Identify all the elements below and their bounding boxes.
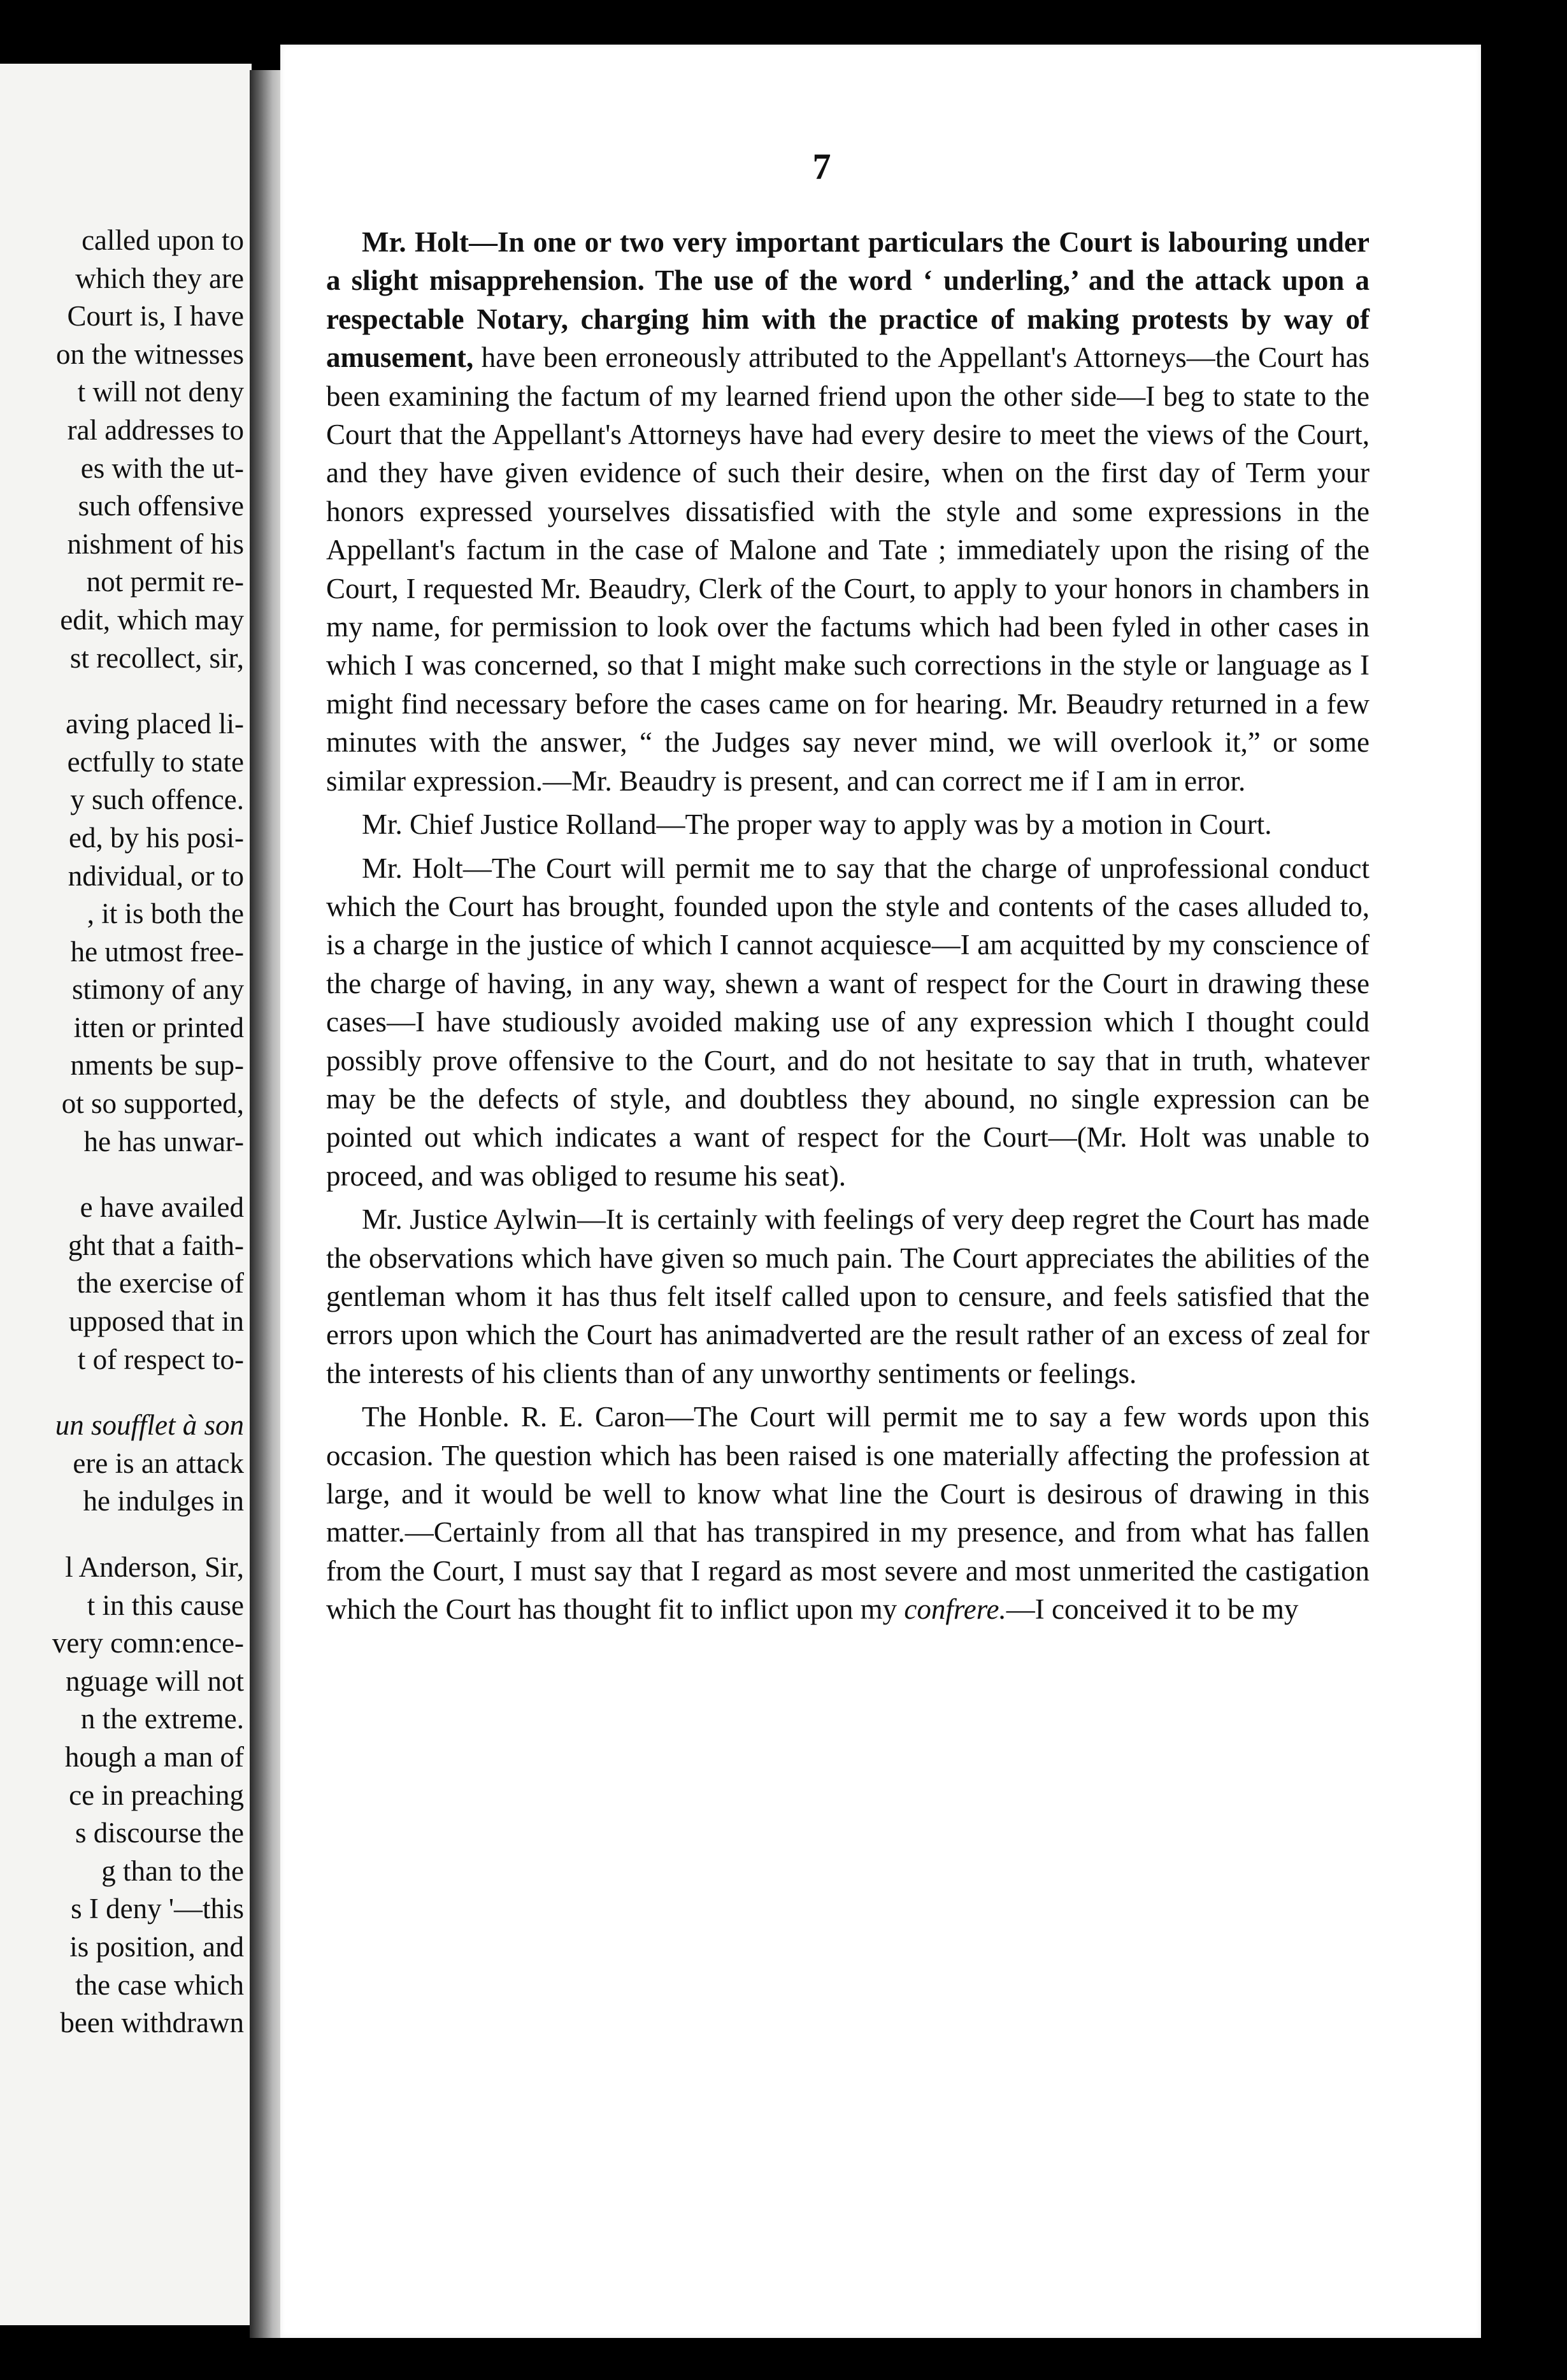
speaker-name: The Honble. R. E. Caron bbox=[362, 1401, 665, 1433]
previous-page-line: , it is both the bbox=[87, 898, 244, 930]
previous-page-line: g than to the bbox=[101, 1854, 244, 1887]
previous-page-line: stimony of any bbox=[72, 973, 244, 1006]
previous-page-line: upposed that in bbox=[69, 1305, 244, 1338]
previous-page-line: on the witnesses bbox=[56, 338, 244, 370]
previous-page-line: es with the ut- bbox=[80, 452, 244, 484]
previous-page-line bbox=[0, 1521, 244, 1549]
previous-page-line: s I deny '—this bbox=[71, 1893, 244, 1925]
previous-page-line: he has unwar- bbox=[83, 1125, 244, 1158]
previous-page-line: y such offence. bbox=[70, 784, 244, 816]
current-page bbox=[280, 45, 1481, 2338]
speaker-name: Mr. Chief Justice Rolland bbox=[362, 808, 657, 841]
previous-page-fragment bbox=[0, 64, 252, 2325]
previous-page-line bbox=[0, 1161, 244, 1189]
previous-page-line: ere is an attack bbox=[73, 1447, 244, 1479]
previous-page-line: the case which bbox=[75, 1968, 244, 2001]
paragraph-text: The proper way to apply was by a motion in Court. bbox=[685, 808, 1272, 841]
previous-page-line: he indulges in bbox=[83, 1485, 244, 1517]
paragraph-text: The Court will permit me to say that the charge of unprofessional conduct which the Court has brought, founded upon the style and contents of the cases alluded to, is a charge in the justice of which I cannot acquiesce—I am acquitted by my conscience of the charge of having, in any way, shewn a want of respect for the Court in drawing these cases—I have studiously avoided making use of any expression which I thought could possibly prove offensive to the Court, and do not hesitate to say that in truth, whatever may be the defects of style, and doubtless they abound, no single expression can be pointed out which indicates a want of respect for the Court—(Mr. Holt was unable to proceed, and was obliged to resume his seat). bbox=[326, 852, 1370, 1192]
speaker-name: Mr. Holt bbox=[362, 852, 463, 884]
previous-page-line: which they are bbox=[75, 262, 244, 294]
previous-page-line: edit, which may bbox=[60, 603, 244, 636]
paragraph-text-tail: —I conceived it to be my bbox=[1006, 1593, 1299, 1626]
previous-page-line: n the extreme. bbox=[80, 1703, 244, 1735]
previous-page-line: very comn:ence- bbox=[52, 1627, 244, 1660]
previous-page-line: un soufflet à son bbox=[55, 1409, 244, 1442]
previous-page-line: t of respect to- bbox=[77, 1343, 244, 1375]
previous-page-line: ral addresses to bbox=[67, 413, 244, 446]
paragraph-aylwin: Mr. Justice Aylwin—It is certainly with feelings of very deep regret the Court has made the observations which have given so much pain. The Court appreciates the abilities of the gentleman whom it has thus felt itself called upon to censure, and feels satisfied that the errors upon which the Court has animadverted are the result rather of an excess of zeal for the interests of his clients than of any unworthy sentiments or feelings. bbox=[326, 1203, 1370, 1389]
previous-page-line: aving placed li- bbox=[66, 708, 244, 740]
previous-page-line: st recollect, sir, bbox=[69, 642, 244, 674]
previous-page-line: t in this cause bbox=[87, 1589, 244, 1621]
previous-page-line: ght that a faith- bbox=[68, 1229, 244, 1261]
previous-page-line: he utmost free- bbox=[70, 935, 244, 968]
paragraph-italic-word: confrere. bbox=[904, 1593, 1006, 1626]
paragraph-text-lead: In one or two very important particulars the Court is labouring under a slight misapprehension. The use of the word ‘ underling,’ and the attack upon a respectable Notary, charging him with the practice of making protests by way of amusement, bbox=[326, 226, 1370, 374]
previous-page-line: not permit re- bbox=[86, 566, 244, 598]
previous-page-line: hough a man of bbox=[64, 1740, 244, 1773]
previous-page-line: is position, and bbox=[69, 1930, 244, 1963]
previous-page-line: itten or printed bbox=[73, 1011, 244, 1043]
previous-page-line: nguage will not bbox=[66, 1665, 244, 1697]
previous-page-line: the exercise of bbox=[76, 1267, 244, 1300]
speaker-name: Mr. Justice Aylwin bbox=[362, 1203, 577, 1236]
paragraph-holt-2: Mr. Holt—The Court will permit me to say that the charge of unprofessional conduct which the Court has brought, founded upon the style and contents of the cases alluded to, is a charge in the justice of which I cannot acquiesce—I am acquitted by my conscience of the charge of having, in any way, shewn a want of respect for the Court in drawing these cases—I have studiously avoided making use of any expression which I thought could possibly prove offensive to the Court, and do not hesitate to say that in truth, whatever may be the defects of style, and doubtless they abound, no single expression can be pointed out which indicates a want of respect for the Court—(Mr. Holt was unable to proceed, and was obliged to resume his seat). bbox=[326, 852, 1370, 1192]
paragraph-text: have been erroneously attributed to the Appellant's Attorneys—the Court has been examining the factum of my learned friend upon the other side—I beg to state to the Court that the Appellant's Attorneys have had every desire to meet the views of the Court, and they have given evidence of such their desire, when on the first day of Term your honors expressed yourselves dissatisfied with the style and some expressions in the Appellant's factum in the case of Malone and Tate ; immediately upon the rising of the Court, I requested Mr. Beaudry, Clerk of the Court, to apply to your honors in chambers in my name, for permission to look over the factums which had been fyled in other cases in which I was concerned, so that I might make such corrections in the style or language as I might find necessary before the cases came on for hearing. Mr. Beaudry returned in a few minutes with the answer, “ the Judges say never mind, we will overlook it,” or some similar expression.—Mr. Beaudry is present, and can correct me if I am in error. bbox=[326, 341, 1370, 797]
previous-page-line: e have availed bbox=[80, 1191, 244, 1224]
previous-page-line: ed, by his posi- bbox=[69, 821, 244, 854]
previous-page-line: nments be sup- bbox=[70, 1049, 244, 1082]
paragraph-rolland: Mr. Chief Justice Rolland—The proper way to apply was by a motion in Court. bbox=[362, 808, 1272, 841]
previous-page-line: l Anderson, Sir, bbox=[65, 1551, 244, 1583]
page-number: 7 bbox=[812, 146, 831, 187]
speaker-name: Mr. Holt bbox=[362, 226, 469, 258]
previous-page-line: t will not deny bbox=[77, 376, 244, 408]
paragraph-caron: The Honble. R. E. Caron—The Court will permit me to say a few words upon this occasion. The question which has been raised is one materially affecting the profession at large, and it would be well to know what line the Court is desirous of drawing in this matter.—Certainly from all that has transpired in my presence, and from what has fallen from the Court, I must say that I regard as most severe and most unmerited the castigation which the Court has thought fit to inflict upon my confrere.—I conceived it to be my bbox=[326, 1401, 1370, 1626]
previous-page-line bbox=[0, 677, 244, 705]
previous-page-line: nishment of his bbox=[67, 527, 244, 560]
paragraph-text: It is certainly with feelings of very deep regret the Court has made the observations which have given so much pain. The Court appreciates the abilities of the gentleman whom it has thus felt itself called upon to censure, and feels satisfied that the errors upon which the Court has animadverted are the result rather of an excess of zeal for the interests of his clients than of any unworthy sentiments or feelings. bbox=[326, 1203, 1370, 1389]
previous-page-line: ectfully to state bbox=[67, 745, 244, 778]
previous-page-line: ce in preaching bbox=[69, 1779, 244, 1811]
paragraph-text: The Court will permit me to say a few words upon this occasion. The question which has been raised is one materially affecting the profession at large, and it would be well to know what line the Court is desirous of drawing in this matter.—Certainly from all that has transpired in my presence, and from what has fallen from the Court, I must say that I regard as most severe and most unmerited the castigation which the Court has thought fit to inflict upon my bbox=[326, 1401, 1370, 1626]
previous-page-line: Court is, I have bbox=[67, 300, 244, 333]
previous-page-line: ndividual, or to bbox=[68, 859, 244, 892]
previous-page-line: ot so supported, bbox=[61, 1087, 244, 1120]
page-body bbox=[326, 223, 1370, 1634]
previous-page-line: s discourse the bbox=[75, 1817, 244, 1849]
previous-page-line: such offensive bbox=[78, 490, 244, 522]
previous-page-line bbox=[0, 1379, 244, 1407]
previous-page-text bbox=[0, 222, 244, 2042]
paragraph-holt-1: Mr. Holt—In one or two very important particulars the Court is labouring under a slight misapprehension. The use of the word ‘ underling,’ and the attack upon a respectable Notary, charging him with the practice of making protests by way of amusement, have been erroneously attributed to the Appellant's Attorneys—the Court has been examining the factum of my learned friend upon the other side—I beg to state to the Court that the Appellant's Attorneys have had every desire to meet the views of the Court, and they have given evidence of such their desire, when on the first day of Term your honors expressed yourselves dissatisfied with the style and some expressions in the Appellant's factum in the case of Malone and Tate ; immediately upon the rising of the Court, I requested Mr. Beaudry, Clerk of the Court, to apply to your honors in chambers in my name, for permission to look over the factums which had been fyled in other cases in which I was concerned, so that I might make such corrections in the style or language as I might find necessary before the cases came on for hearing. Mr. Beaudry returned in a few minutes with the answer, “ the Judges say never mind, we will overlook it,” or some similar expression.—Mr. Beaudry is present, and can correct me if I am in error. bbox=[326, 226, 1370, 797]
previous-page-line: called upon to bbox=[82, 224, 244, 256]
previous-page-line: been withdrawn bbox=[60, 2007, 244, 2039]
